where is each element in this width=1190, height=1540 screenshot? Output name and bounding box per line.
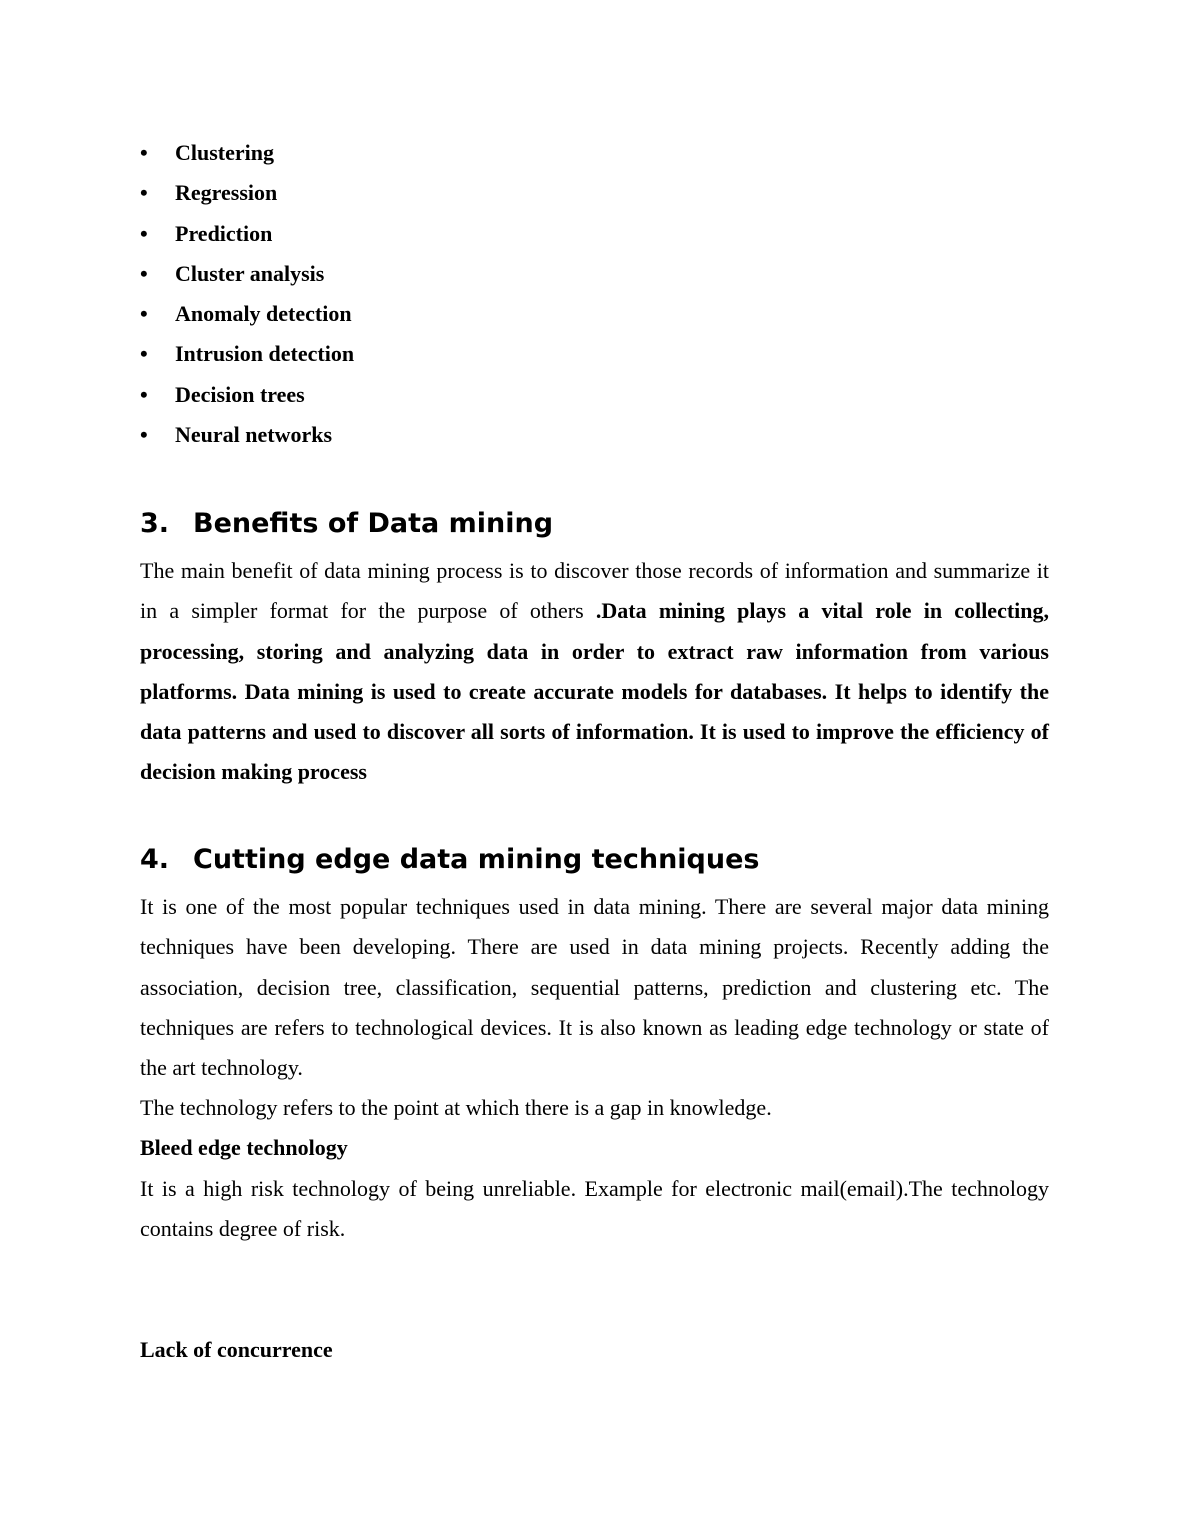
section-4-paragraph-2: The technology refers to the point at which there is a gap in knowledge.: [140, 1095, 772, 1120]
bullet-icon: •: [140, 220, 148, 246]
section-3-number: 3.: [140, 508, 170, 539]
list-item-text: Cluster analysis: [175, 260, 325, 286]
section-4-paragraph-1: It is one of the most popular techniques used in data mining. There are several major data mining techniques have been developing. There are used in data mining projects. Recently adding the association, decision tree, classification, sequential patterns, prediction and clustering etc. The techniques are refers to technological devices. It is also known as leading edge technology or state of the art technology.: [140, 894, 1049, 1081]
section-3-heading: [140, 508, 553, 540]
section-3-title: Benefits of Data mining: [193, 508, 554, 539]
bullet-icon: •: [140, 422, 148, 448]
section-4-paragraph-3: It is a high risk technology of being unreliable. Example for electronic mail(email).The technology contains degree of risk.: [140, 1176, 1049, 1242]
list-item: [140, 375, 354, 415]
section-4-title: Cutting edge data mining techniques: [193, 844, 760, 875]
section-3-body-bold: .Data mining plays a vital role in collecting, processing, storing and analyzing data in order to extract raw information from various platforms. Data mining is used to create accurate models for databases. It helps to identify the data patterns and used to discover all sorts of information. It is used to improve the efficiency of decision making process: [140, 598, 1050, 785]
list-item-text: Decision trees: [175, 381, 305, 407]
bullet-icon: •: [140, 301, 148, 327]
list-item: [140, 173, 354, 213]
bullet-icon: •: [140, 341, 148, 367]
list-item-text: Clustering: [175, 140, 274, 165]
lack-of-concurrence-subheading: Lack of concurrence: [140, 1337, 333, 1362]
section-3-body-regular: The main benefit of data mining process is to discover those records of information and summarize it in a simpler format for the purpose of others: [140, 558, 1049, 624]
bullet-icon: •: [140, 260, 148, 286]
list-item-text: Prediction: [175, 220, 273, 246]
document-page: [140, 0, 1049, 1540]
list-item: [140, 214, 354, 254]
list-item: [140, 133, 354, 173]
list-item: [140, 415, 354, 455]
section-4-number: 4.: [140, 844, 170, 875]
list-item-text: Anomaly detection: [175, 301, 352, 327]
bullet-icon: •: [140, 140, 148, 165]
bullet-icon: •: [140, 381, 148, 407]
section-4-heading: [140, 844, 759, 876]
bleed-edge-subheading: Bleed edge technology: [140, 1135, 348, 1160]
technique-bullet-list: [140, 133, 354, 455]
bullet-icon: •: [140, 180, 148, 206]
list-item: [140, 294, 354, 334]
list-item: [140, 334, 354, 374]
list-item-text: Intrusion detection: [175, 341, 355, 367]
section-3-paragraph: [140, 551, 1049, 793]
list-item-text: Neural networks: [175, 422, 333, 448]
list-item-text: Regression: [175, 180, 278, 206]
list-item: [140, 254, 354, 294]
